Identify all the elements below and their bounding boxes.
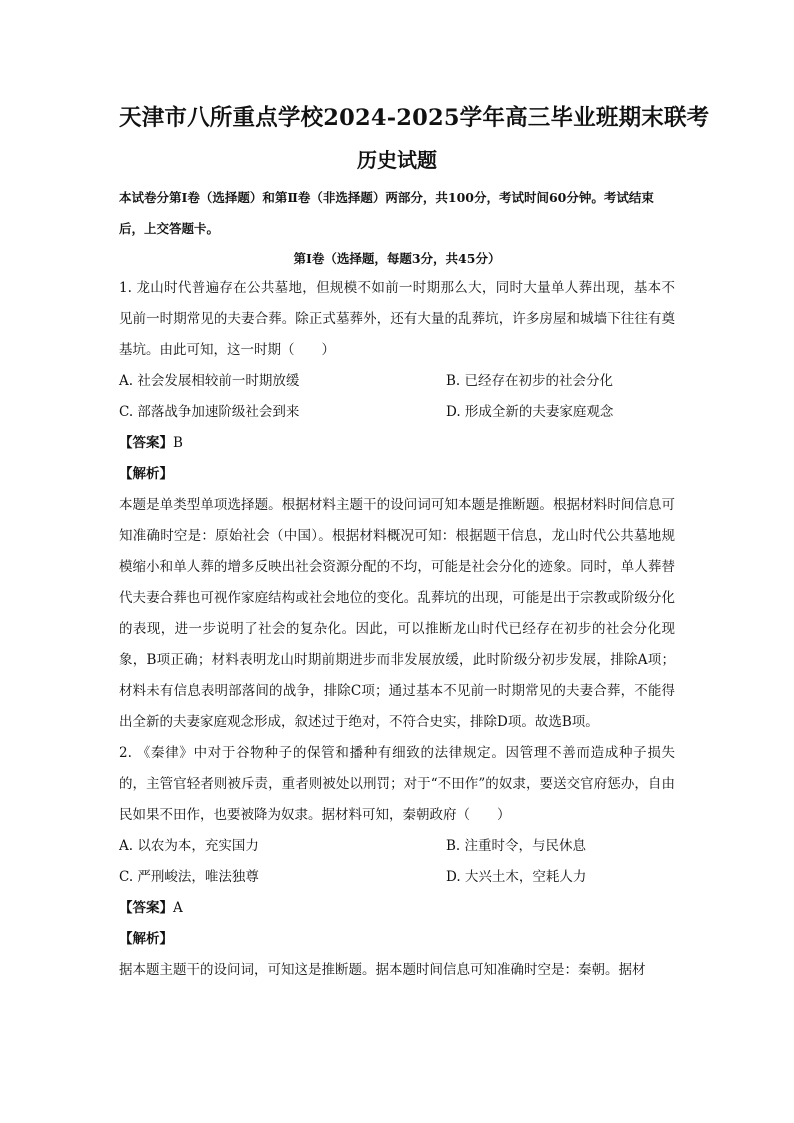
- analysis-label: 【解析】: [119, 466, 173, 482]
- answer-line: [119, 428, 675, 459]
- exam-page: [119, 98, 710, 986]
- option-c: C. 严刑峻法，唯法独尊: [119, 869, 259, 885]
- answer-value: A: [173, 900, 183, 916]
- option-a: A. 以农为本，充实国力: [119, 838, 259, 854]
- answer-value: B: [173, 435, 183, 451]
- analysis-text: 本题是单类型单项选择题。根据材料主题干的设问词可知本题是推断题。根据材料时间信息可知准确时空是：原始社会（中国）。根据材料概况可知：根据题干信息，龙山时代公共墓地规模缩小和单人葬的增多反映出社会资源分配的不均，可能是社会分化的迹象。同时，单人葬替代夫妻合葬也可视作家庭结构或社会地位的变化。乱葬坑的出现，可能是出于宗教或阶级分化的表现，进一步说明了社会的复杂化。因此，可以推断龙山时代已经存在初步的社会分化现象，B项正确；材料表明龙山时期前期进步而非发展放缓，此时阶级分初步发展，排除A项；材料未有信息表明部落间的战争，排除C项；通过基本不见前一时期常见的夫妻合葬，不能得出全新的夫妻家庭观念形成，叙述过于绝对，不符合史实，排除D项。故选B项。: [119, 497, 675, 730]
- answer-label: 【答案】: [119, 435, 173, 451]
- answer-label: 【答案】: [119, 900, 173, 916]
- section-heading: 第Ⅰ卷（选择题，每题3分，共45分）: [293, 251, 501, 266]
- exam-title: 天津市八所重点学校2024-2025学年高三毕业班期末联考: [119, 105, 710, 131]
- option-a: A. 社会发展相较前一时期放缓: [119, 373, 300, 389]
- question-stem: 1. 龙山时代普遍存在公共墓地，但规模不如前一时期那么大，同时大量单人葬出现，基本不见前一时期常见的夫妻合葬。除正式墓葬外，还有大量的乱葬坑，许多房屋和城墙下往往有奠基坑。由此可知，这一时期（ ）: [119, 280, 675, 358]
- analysis-text: 据本题主题干的设问词，可知这是推断题。据本题时间信息可知准确时空是：秦朝。据材: [119, 962, 646, 978]
- question-2: [119, 738, 675, 986]
- exam-subtitle: 历史试题: [357, 148, 437, 172]
- option-b: B. 已经存在初步的社会分化: [446, 373, 614, 389]
- answer-line: [119, 893, 675, 924]
- option-d: D. 大兴土木，空耗人力: [446, 869, 587, 885]
- analysis-label: 【解析】: [119, 931, 173, 947]
- option-c: C. 部落战争加速阶级社会到来: [119, 404, 300, 420]
- option-b: B. 注重时令，与民休息: [446, 838, 587, 854]
- question-options: [119, 831, 675, 893]
- question-1: [119, 273, 675, 738]
- question-stem: 2. 《秦律》中对于谷物种子的保管和播种有细致的法律规定。因管理不善而造成种子损失的，主管官轻者则被斥责，重者则被处以刑罚；对于“不田作”的奴隶，要送交官府惩办，自由民如果不田作，也要被降为奴隶。据材料可知，秦朝政府（ ）: [119, 745, 675, 823]
- question-options: [119, 366, 675, 428]
- option-d: D. 形成全新的夫妻家庭观念: [446, 404, 614, 420]
- exam-instructions: 本试卷分第Ⅰ卷（选择题）和第Ⅱ卷（非选择题）两部分，共100分，考试时间60分钟。考试结束后，上交答题卡。: [119, 190, 654, 236]
